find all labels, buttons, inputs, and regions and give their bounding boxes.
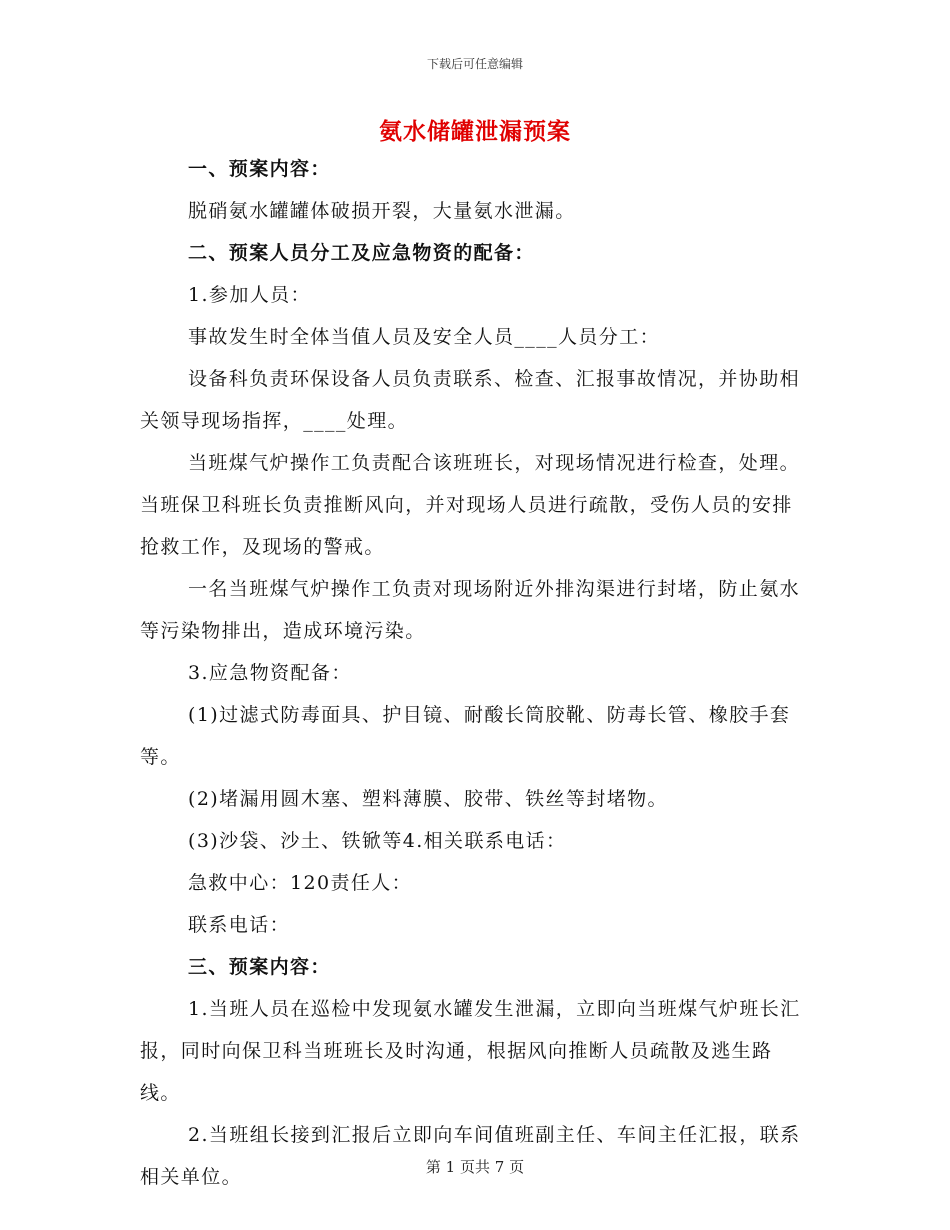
paragraph: 联系电话： <box>188 914 291 936</box>
document-title: 氨水储罐泄漏预案 <box>379 118 571 145</box>
paragraph: 当班煤气炉操作工负责配合该班班长，对现场情况进行检查，处理。当班保卫科班长负责推断风向，并对现场人员进行疏散，受伤人员的安排抢救工作，及现场的警戒。 <box>140 452 801 558</box>
document-body <box>140 148 812 1198</box>
header-note: 下载后可任意编辑 <box>426 57 523 71</box>
paragraph: 2.当班组长接到汇报后立即向车间值班副主任、车间主任汇报，联系相关单位。 <box>140 1124 801 1188</box>
paragraph: 一名当班煤气炉操作工负责对现场附近外排沟渠进行封堵，防止氨水等污染物排出，造成环境污染。 <box>140 578 801 642</box>
paragraph: 事故发生时全体当值人员及安全人员____人员分工： <box>188 326 661 348</box>
paragraph: (2)堵漏用圆木塞、塑料薄膜、胶带、铁丝等封堵物。 <box>188 788 668 810</box>
paragraph: 设备科负责环保设备人员负责联系、检查、汇报事故情况，并协助相关领导现场指挥，____处理。 <box>140 368 801 432</box>
paragraph: 急救中心：120责任人： <box>188 872 413 894</box>
paragraph: 3.应急物资配备： <box>188 662 352 684</box>
page-number: 第 1 页共 7 页 <box>425 1158 525 1176</box>
paragraph: 1.参加人员： <box>188 284 311 306</box>
section-heading: 一、预案内容： <box>188 158 331 180</box>
paragraph: 1.当班人员在巡检中发现氨水罐发生泄漏，立即向当班煤气炉班长汇报，同时向保卫科当班班长及时沟通，根据风向推断人员疏散及逃生路线。 <box>140 998 801 1104</box>
section-heading: 二、预案人员分工及应急物资的配备： <box>188 242 535 264</box>
paragraph: (1)过滤式防毒面具、护目镜、耐酸长筒胶靴、防毒长管、橡胶手套等。 <box>140 704 791 768</box>
paragraph: 脱硝氨水罐罐体破损开裂，大量氨水泄漏。 <box>188 200 576 222</box>
section-heading: 三、预案内容： <box>188 956 331 978</box>
paragraph: (3)沙袋、沙土、铁锨等4.相关联系电话： <box>188 830 567 852</box>
